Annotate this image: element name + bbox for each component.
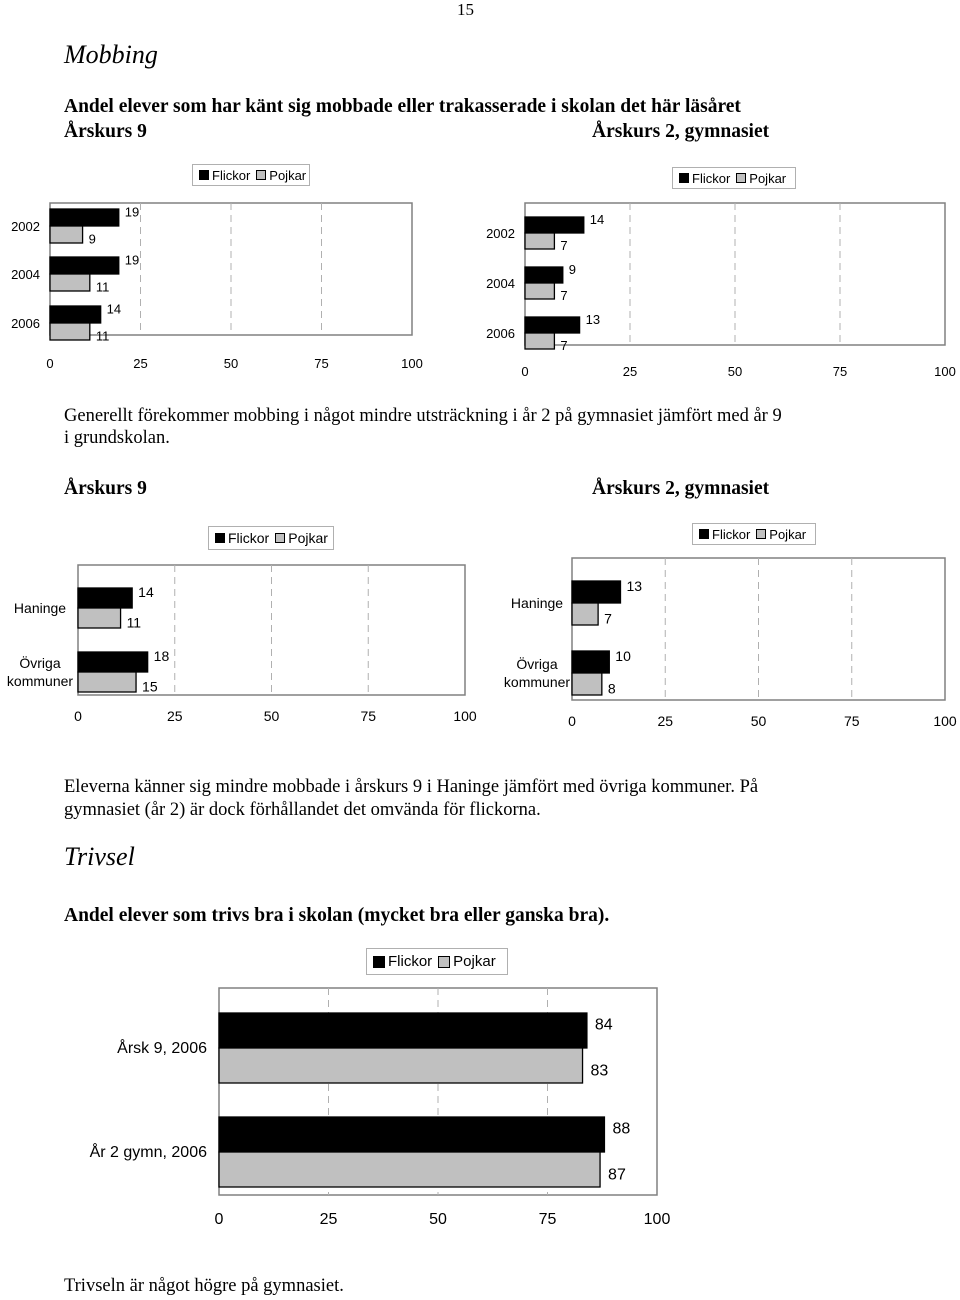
category-label: 2002 xyxy=(486,226,515,241)
category-label: kommuner xyxy=(6,673,74,689)
data-label: 19 xyxy=(124,204,140,220)
x-tick-label: 50 xyxy=(223,356,239,371)
x-tick-label: 100 xyxy=(401,356,423,371)
legend-pojkar: Pojkar xyxy=(269,167,307,183)
legend-pojkar: Pojkar xyxy=(769,526,807,542)
chart-mobbing-gymnasiet-kommuner xyxy=(480,550,960,740)
data-label: 87 xyxy=(608,1166,626,1184)
flickor-swatch xyxy=(699,529,709,539)
section-heading-trivsel: Trivsel xyxy=(64,842,135,871)
data-label: 15 xyxy=(142,678,158,695)
chart-trivsel xyxy=(0,980,720,1240)
chart-legend xyxy=(672,167,796,189)
data-label: 14 xyxy=(589,212,605,227)
page-number: 15 xyxy=(457,0,474,19)
kommuner-text-line2: gymnasiet (år 2) är dock förhållandet det omvända för flickorna. xyxy=(64,800,541,820)
legend-pojkar: Pojkar xyxy=(288,530,328,546)
legend-flickor: Flickor xyxy=(692,170,731,186)
bar-flickor xyxy=(525,217,584,233)
category-label: Övriga xyxy=(516,656,558,672)
bar-flickor xyxy=(50,209,119,226)
flickor-swatch xyxy=(199,170,209,180)
data-label: 9 xyxy=(568,262,577,277)
x-tick-label: 75 xyxy=(832,364,848,379)
legend-pojkar: Pojkar xyxy=(453,953,496,970)
data-label: 8 xyxy=(607,680,616,697)
left-chart-header-2: Årskurs 9 xyxy=(64,478,147,499)
pojkar-swatch xyxy=(275,533,285,543)
x-tick-label: 25 xyxy=(319,1211,338,1228)
bar-flickor xyxy=(525,267,563,283)
category-label: 2004 xyxy=(11,267,40,282)
bar-pojkar xyxy=(219,1048,583,1083)
chart-mobbing-arskurs9-years xyxy=(0,195,480,380)
chart-legend xyxy=(208,526,334,550)
bar-flickor xyxy=(78,588,132,608)
legend-flickor: Flickor xyxy=(388,953,433,970)
data-label: 7 xyxy=(604,610,612,627)
chart-legend xyxy=(366,948,508,975)
flickor-swatch xyxy=(679,173,689,183)
data-label: 14 xyxy=(138,584,154,600)
bar-flickor xyxy=(50,306,101,323)
category-label: Haninge xyxy=(510,595,564,611)
bar-flickor xyxy=(219,1117,604,1152)
legend-pojkar: Pojkar xyxy=(749,170,787,186)
x-tick-label: 0 xyxy=(214,1211,224,1228)
pojkar-swatch xyxy=(256,170,266,180)
pojkar-swatch xyxy=(438,956,450,968)
data-label: 10 xyxy=(615,648,631,664)
data-label: 18 xyxy=(153,648,170,664)
legend-flickor: Flickor xyxy=(712,526,751,542)
data-label: 83 xyxy=(590,1062,609,1080)
x-tick-label: 25 xyxy=(657,713,674,729)
left-chart-header: Årskurs 9 xyxy=(64,121,147,142)
bar-flickor xyxy=(78,652,148,672)
chart-mobbing-gymnasiet-years xyxy=(480,195,960,380)
section-heading-mobbing: Mobbing xyxy=(64,40,158,69)
right-chart-header-2: Årskurs 2, gymnasiet xyxy=(592,478,770,499)
chart-legend xyxy=(692,523,816,545)
bar-pojkar xyxy=(525,333,554,349)
x-tick-label: 0 xyxy=(46,356,54,371)
mobbing-text-line2: i grundskolan. xyxy=(64,428,170,448)
x-tick-label: 75 xyxy=(314,356,329,371)
data-label: 11 xyxy=(95,279,110,295)
data-label: 84 xyxy=(594,1016,613,1034)
category-label: kommuner xyxy=(503,674,571,690)
data-label: 13 xyxy=(585,312,601,327)
bar-pojkar xyxy=(78,672,136,692)
bar-pojkar xyxy=(525,233,554,249)
bar-pojkar xyxy=(572,673,602,695)
pojkar-swatch xyxy=(736,173,746,183)
data-label: 11 xyxy=(126,614,142,631)
bar-flickor xyxy=(572,651,609,673)
bar-pojkar xyxy=(219,1152,600,1187)
category-label: Årsk 9, 2006 xyxy=(117,1040,207,1057)
data-label: 19 xyxy=(124,252,140,268)
data-label: 9 xyxy=(88,231,96,247)
x-tick-label: 50 xyxy=(750,713,767,729)
data-label: 7 xyxy=(560,287,568,303)
category-label: År 2 gymn, 2006 xyxy=(89,1144,207,1161)
bar-flickor xyxy=(572,581,620,603)
data-label: 13 xyxy=(626,578,643,594)
x-tick-label: 0 xyxy=(74,708,82,724)
x-tick-label: 25 xyxy=(133,356,148,371)
flickor-swatch xyxy=(373,956,385,968)
x-tick-label: 50 xyxy=(429,1211,447,1228)
flickor-swatch xyxy=(215,533,225,543)
chart-mobbing-arskurs9-kommuner xyxy=(0,555,480,740)
x-tick-label: 100 xyxy=(933,713,957,729)
x-tick-label: 75 xyxy=(360,708,377,724)
x-tick-label: 75 xyxy=(843,713,860,729)
data-label: 14 xyxy=(106,301,122,317)
right-chart-header: Årskurs 2, gymnasiet xyxy=(592,121,770,142)
bar-pojkar xyxy=(50,274,90,291)
data-label: 88 xyxy=(612,1120,631,1138)
x-tick-label: 25 xyxy=(166,708,183,724)
bar-pojkar xyxy=(78,608,121,628)
bar-pojkar xyxy=(50,226,83,243)
data-label: 7 xyxy=(560,337,568,353)
x-tick-label: 0 xyxy=(568,713,576,729)
x-tick-label: 50 xyxy=(727,364,743,379)
category-label: 2004 xyxy=(486,276,515,291)
x-tick-label: 75 xyxy=(538,1211,557,1228)
x-tick-label: 25 xyxy=(622,364,638,379)
trivsel-conclusion: Trivseln är något högre på gymnasiet. xyxy=(64,1276,344,1296)
bar-pojkar xyxy=(50,323,90,340)
category-label: Övriga xyxy=(19,655,61,671)
bar-flickor xyxy=(219,1013,587,1048)
x-tick-label: 100 xyxy=(934,364,956,379)
kommuner-text-line1: Eleverna känner sig mindre mobbade i årskurs 9 i Haninge jämfört med övriga kommuner. På xyxy=(64,777,759,797)
x-tick-label: 100 xyxy=(453,708,477,724)
pojkar-swatch xyxy=(756,529,766,539)
mobbing-subtitle: Andel elever som har känt sig mobbade eller trakasserade i skolan det här läsåret xyxy=(64,96,741,117)
chart-legend xyxy=(192,164,310,186)
data-label: 11 xyxy=(95,328,110,344)
mobbing-text-line1: Generellt förekommer mobbing i något mindre utsträckning i år 2 på gymnasiet jämfört med år 9 xyxy=(64,406,782,426)
trivsel-subtitle: Andel elever som trivs bra i skolan (mycket bra eller ganska bra). xyxy=(64,905,610,926)
legend-flickor: Flickor xyxy=(228,530,270,546)
category-label: Haninge xyxy=(13,600,67,616)
x-tick-label: 50 xyxy=(263,708,280,724)
data-label: 7 xyxy=(560,237,568,253)
x-tick-label: 100 xyxy=(643,1211,671,1228)
x-tick-label: 0 xyxy=(521,364,529,379)
category-label: 2006 xyxy=(11,316,40,331)
bar-flickor xyxy=(50,257,119,274)
legend-flickor: Flickor xyxy=(212,167,251,183)
category-label: 2006 xyxy=(486,326,515,341)
bar-pojkar xyxy=(572,603,598,625)
bar-pojkar xyxy=(525,283,554,299)
bar-flickor xyxy=(525,317,580,333)
category-label: 2002 xyxy=(11,219,40,234)
